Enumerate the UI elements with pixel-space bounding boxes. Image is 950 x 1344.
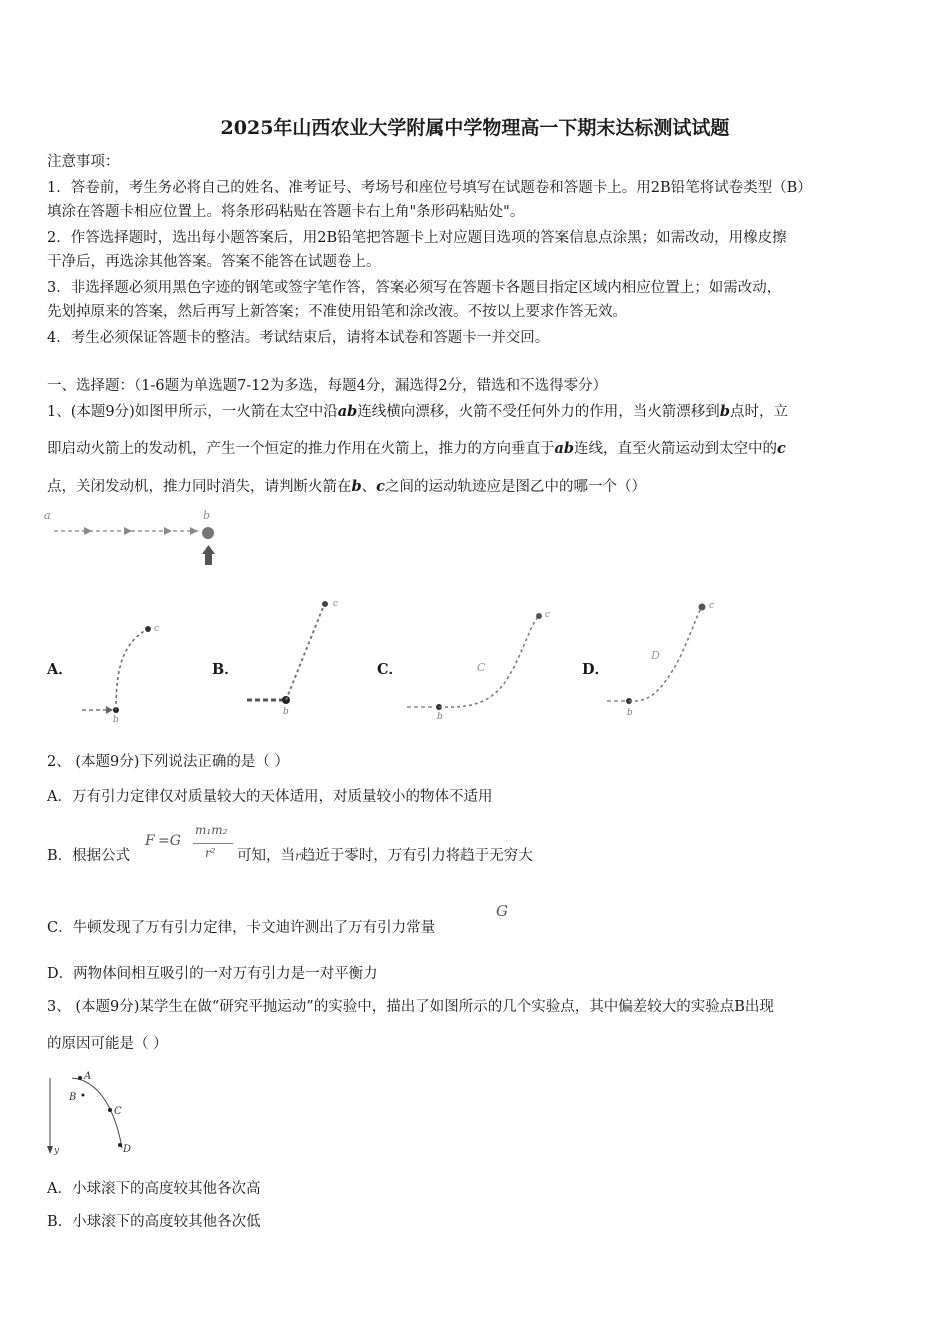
option-a-trajectory (80, 620, 170, 730)
svg-text:A: A (84, 1071, 92, 1082)
rocket (202, 527, 214, 539)
question-2-stem: 2、 (本题9分)下列说法正确的是（ ） (47, 754, 289, 770)
note-line: 2．作答选择题时，选出每小题答案后，用2B铅笔把答题卡上对应题目选项的答案信息点涂黑；如需改动，用橡皮擦 (47, 230, 787, 246)
question-3-line-1: 3、 (本题9分)某学生在做“研究平抛运动”的实验中，描出了如图所示的几个实验点，其中偏差较大的实验点B出现 (47, 999, 774, 1015)
svg-text:B: B (69, 1092, 77, 1103)
option-c-trajectory (405, 605, 565, 720)
gravitation-formula: F =G m₁m₂ r² (145, 822, 237, 866)
question-1-line-3: 点，关闭发动机，推力同时消失，请判断火箭在b、c之间的运动轨迹应是图乙中的哪一个（） (47, 478, 646, 495)
question-2-option-d: D．两物体间相互吸引的一对万有引力是一对平衡力 (47, 966, 378, 982)
question-2-option-a: A．万有引力定律仅对质量较大的天体适用，对质量较小的物体不适用 (47, 789, 493, 805)
question-3-option-a: A．小球滚下的高度较其他各次高 (47, 1181, 261, 1197)
question-3-option-b: B．小球滚下的高度较其他各次低 (47, 1214, 261, 1230)
thrust-arrow (202, 545, 215, 554)
label-c: C (477, 661, 486, 674)
question-2-option-c: C．牛顿发现了万有引力定律，卡文迪许测出了万有引力常量 (47, 920, 436, 936)
axis-y-label: y (54, 1146, 60, 1156)
point-b-label: b (203, 509, 211, 522)
svg-text:D: D (123, 1144, 132, 1155)
svg-text:b: b (627, 708, 633, 718)
notes-heading: 注意事项： (47, 154, 120, 170)
question-2-option-b-prefix: B．根据公式 (47, 848, 131, 864)
question-1-line-2: 即启动火箭上的发动机，产生一个恒定的推力作用在火箭上，推力的方向垂直于ab连线，直至火箭运动到太空中的c (47, 440, 786, 457)
option-b-trajectory (245, 595, 355, 720)
gravitational-constant: G (496, 902, 508, 920)
svg-text:c: c (709, 601, 715, 611)
svg-text:b: b (437, 712, 443, 722)
option-a-label: A． (47, 661, 73, 678)
question-3-line-2: 的原因可能是（ ） (47, 1036, 168, 1052)
note-line: 3．非选择题必须用黑色字迹的钢笔或签字笔作答，答案必须写在答题卡各题目指定区域内相应位置上；如需改动， (47, 280, 782, 296)
option-b-label: B． (212, 661, 239, 678)
point-a-label: a (44, 509, 51, 522)
svg-text:c: c (333, 599, 339, 609)
svg-text:b: b (113, 715, 119, 725)
note-line: 4．考生必须保证答题卡的整洁。考试结束后，请将本试卷和答题卡一并交回。 (47, 330, 550, 346)
section-heading: 一、选择题：（1-6题为单选题7-12为多选，每题4分，漏选得2分，错选和不选得零分） (47, 378, 608, 394)
note-line: 填涂在答题卡相应位置上。将条形码粘贴在答题卡右上角"条形码粘贴处"。 (47, 204, 525, 220)
svg-text:b: b (283, 707, 289, 717)
question-1-line-1: 1、(本题9分)如图甲所示，一火箭在太空中沿ab连线横向漂移，火箭不受任何外力的作用，当火箭漂移到b点时，立 (47, 403, 788, 420)
svg-text:c: c (545, 610, 551, 620)
note-line: 干净后，再选涂其他答案。答案不能答在试题卷上。 (47, 254, 381, 270)
page-title: 2025年山西农业大学附属中学物理高一下期末达标测试试题 (220, 117, 730, 139)
note-line: 先划掉原来的答案，然后再写上新答案；不准使用铅笔和涂改液。不按以上要求作答无效。 (47, 304, 627, 320)
svg-text:C: C (114, 1106, 122, 1117)
label-d: D (651, 649, 660, 662)
figure-projectile-points (44, 1068, 154, 1163)
svg-text:c: c (154, 624, 160, 634)
option-d-label: D． (582, 661, 610, 678)
option-d-trajectory (605, 595, 735, 720)
figure-rocket-drift (40, 505, 230, 575)
option-c-label: C． (377, 661, 404, 678)
note-line: 1．答卷前，考生务必将自己的姓名、准考证号、考场号和座位号填写在试题卷和答题卡上。用2B铅笔将试卷类型（B） (47, 180, 812, 196)
question-2-option-b-text: 可知，当r趋近于零时，万有引力将趋于无穷大 (237, 848, 533, 864)
